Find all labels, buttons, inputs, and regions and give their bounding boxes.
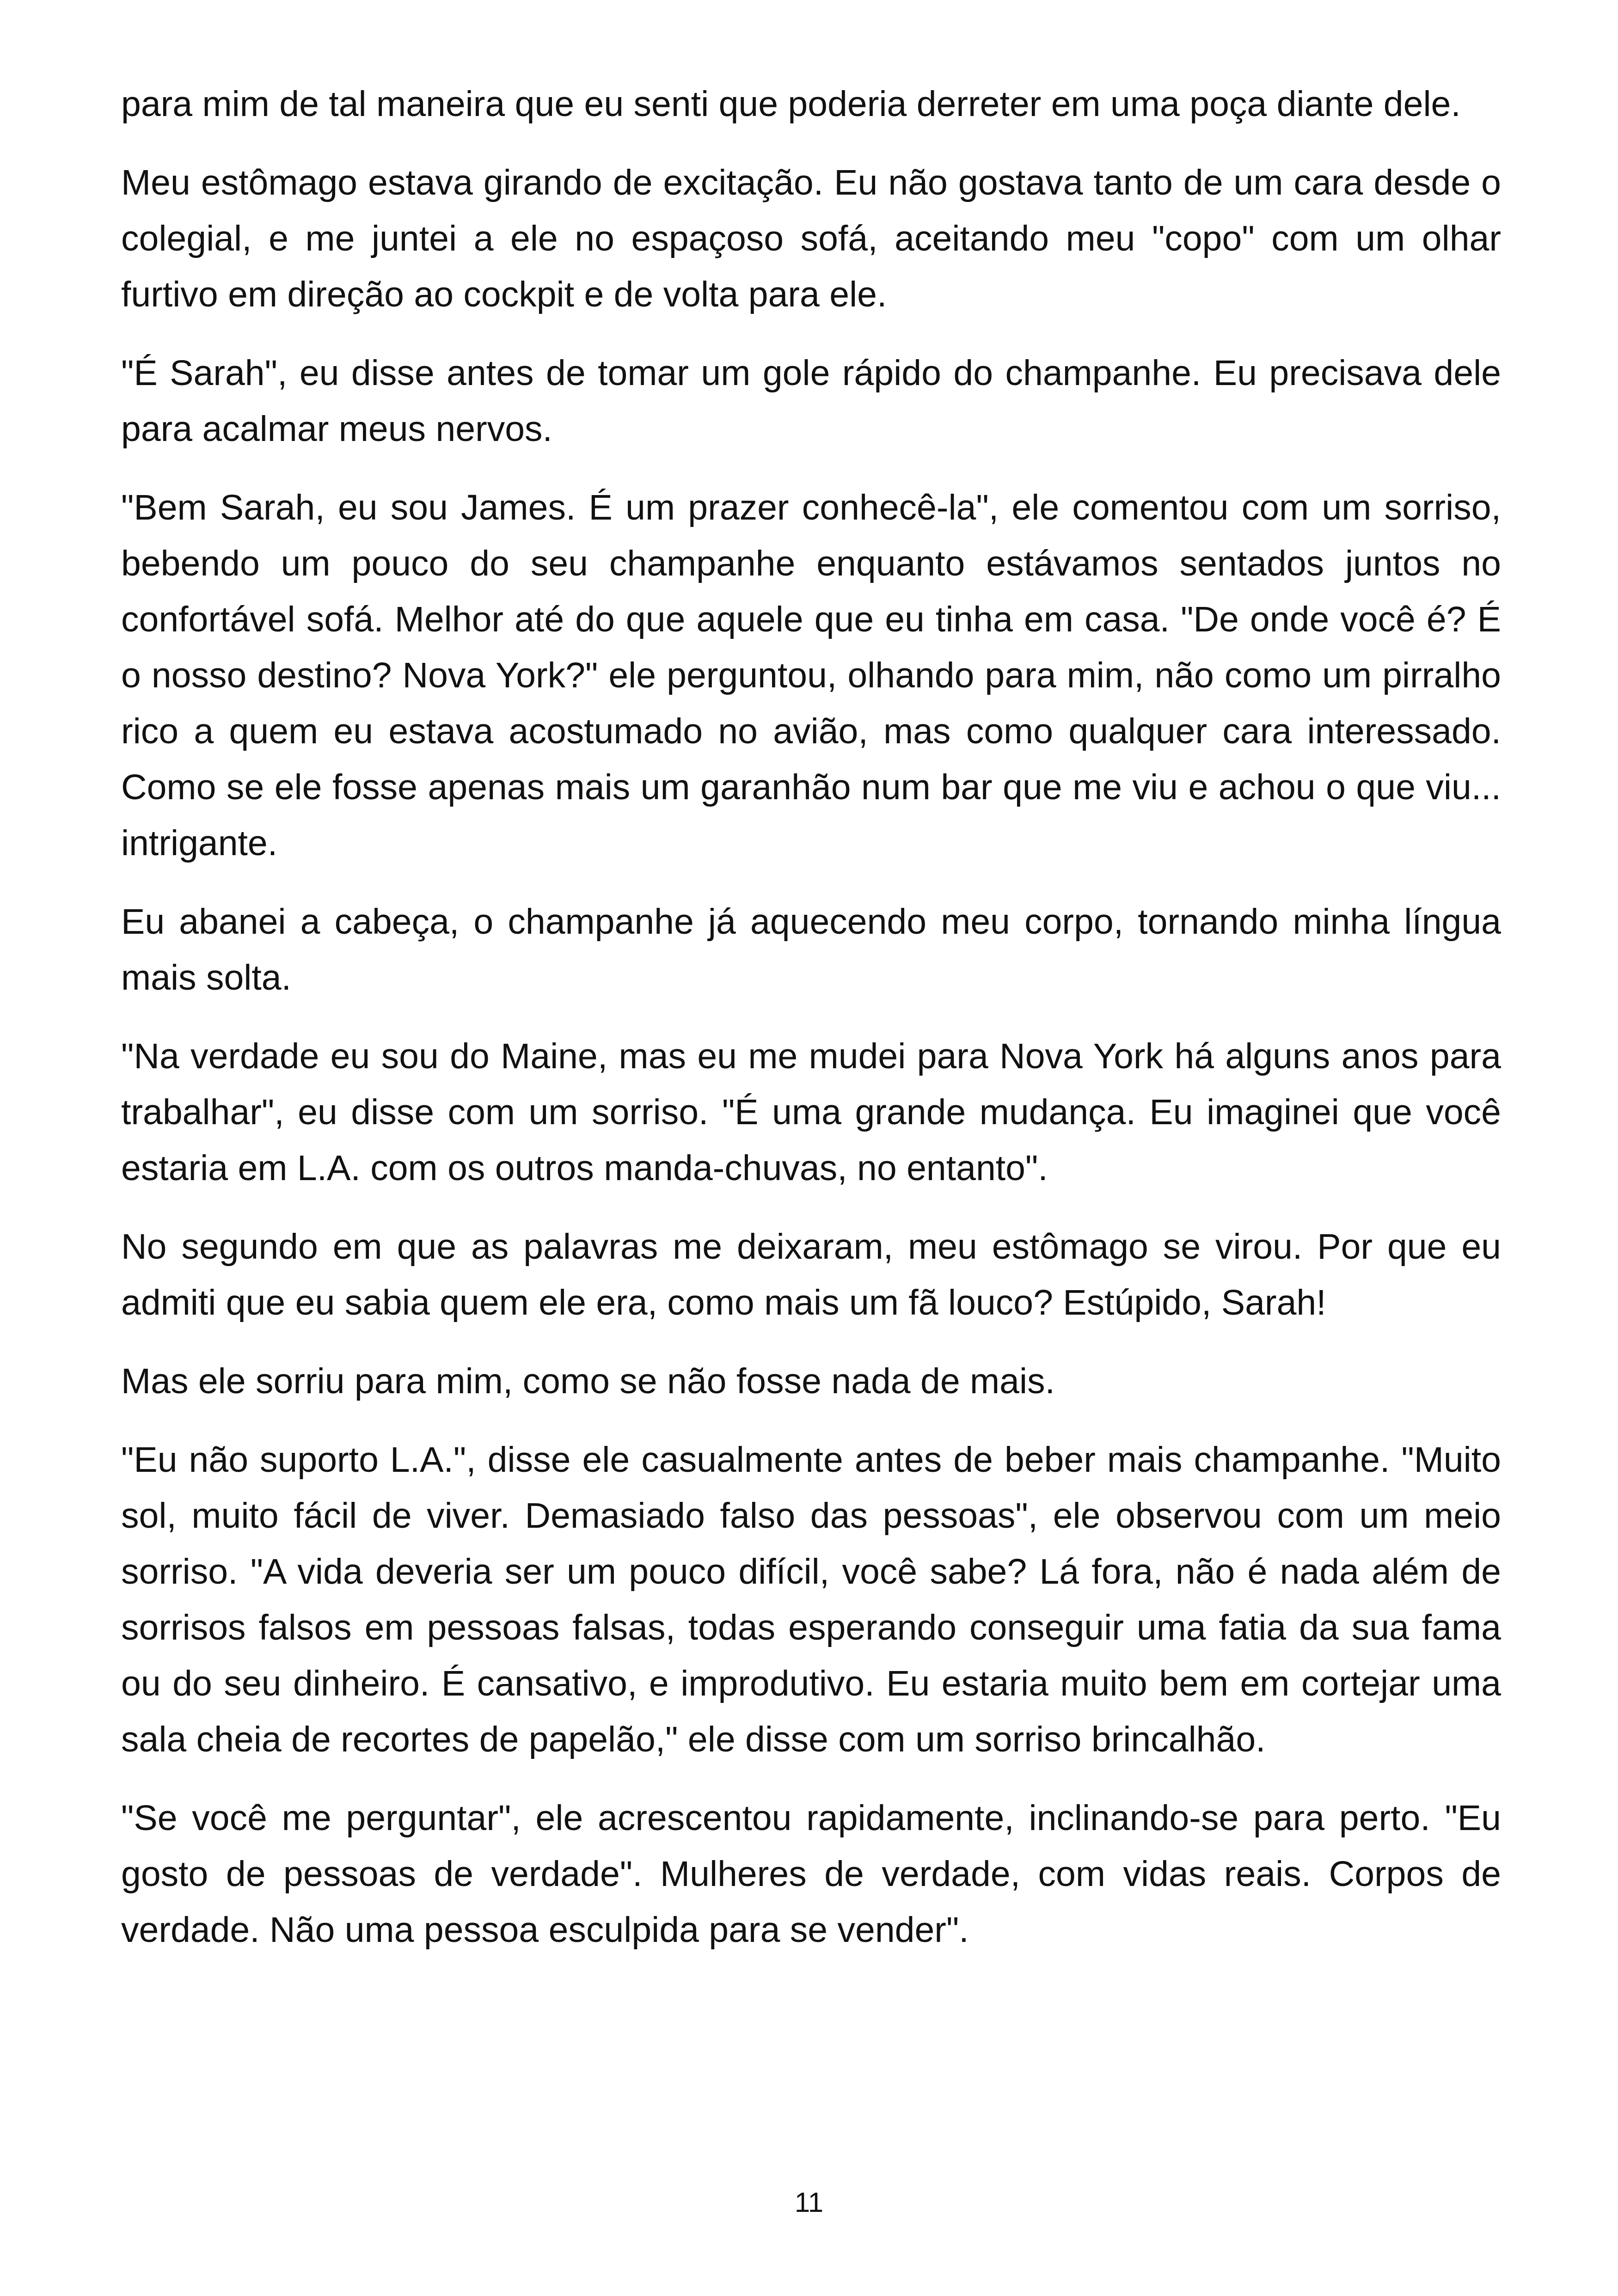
paragraph-7: No segundo em que as palavras me deixaram, meu estômago se virou. Por que eu admiti que eu sabia quem ele era, como mais um fã louco? Estúpido, Sarah!	[121, 1227, 1501, 1322]
paragraph-3: "É Sarah", eu disse antes de tomar um gole rápido do champanhe. Eu precisava dele para acalmar meus nervos.	[121, 353, 1501, 449]
paragraph-10: "Se você me perguntar", ele acrescentou rapidamente, inclinando-se para perto. "Eu gosto de pessoas de verdade". Mulheres de verdade, com vidas reais. Corpos de verdade. Não uma pessoa esculpida para se vender".	[121, 1798, 1501, 1950]
paragraph-5: Eu abanei a cabeça, o champanhe já aquecendo meu corpo, tornando minha língua mais solta.	[121, 902, 1501, 998]
paragraph-6: "Na verdade eu sou do Maine, mas eu me mudei para Nova York há alguns anos para trabalhar", eu disse com um sorriso. "É uma grande mudança. Eu imaginei que você estaria em L.A. com os outros manda-chuvas, no entanto".	[121, 1036, 1501, 1188]
paragraph-4: "Bem Sarah, eu sou James. É um prazer conhecê-la", ele comentou com um sorriso, bebendo um pouco do seu champanhe enquanto estávamos sentados juntos no confortável sofá. Melhor até do que aquele que eu tinha em casa. "De onde você é? É o nosso destino? Nova York?" ele perguntou, olhando para mim, não como um pirralho rico a quem eu estava acostumado no avião, mas como qualquer cara interessado. Como se ele fosse apenas mais um garanhão num bar que me viu e achou o que viu... intrigante.	[121, 488, 1501, 863]
body-text	[121, 76, 1501, 1981]
page-number: 11	[794, 2187, 824, 2218]
paragraph-9: "Eu não suporto L.A.", disse ele casualmente antes de beber mais champanhe. "Muito sol, muito fácil de viver. Demasiado falso das pessoas", ele observou com um meio sorriso. "A vida deveria ser um pouco difícil, você sabe? Lá fora, não é nada além de sorrisos falsos em pessoas falsas, todas esperando conseguir uma fatia da sua fama ou do seu dinheiro. É cansativo, e improdutivo. Eu estaria muito bem em cortejar uma sala cheia de recortes de papelão," ele disse com um sorriso brincalhão.	[121, 1440, 1501, 1759]
paragraph-2: Meu estômago estava girando de excitação. Eu não gostava tanto de um cara desde o colegial, e me juntei a ele no espaçoso sofá, aceitando meu "copo" com um olhar furtivo em direção ao cockpit e de volta para ele.	[121, 163, 1501, 314]
paragraph-8: Mas ele sorriu para mim, como se não fosse nada de mais.	[121, 1361, 1055, 1401]
paragraph-1: para mim de tal maneira que eu senti que poderia derreter em uma poça diante dele.	[121, 84, 1461, 124]
